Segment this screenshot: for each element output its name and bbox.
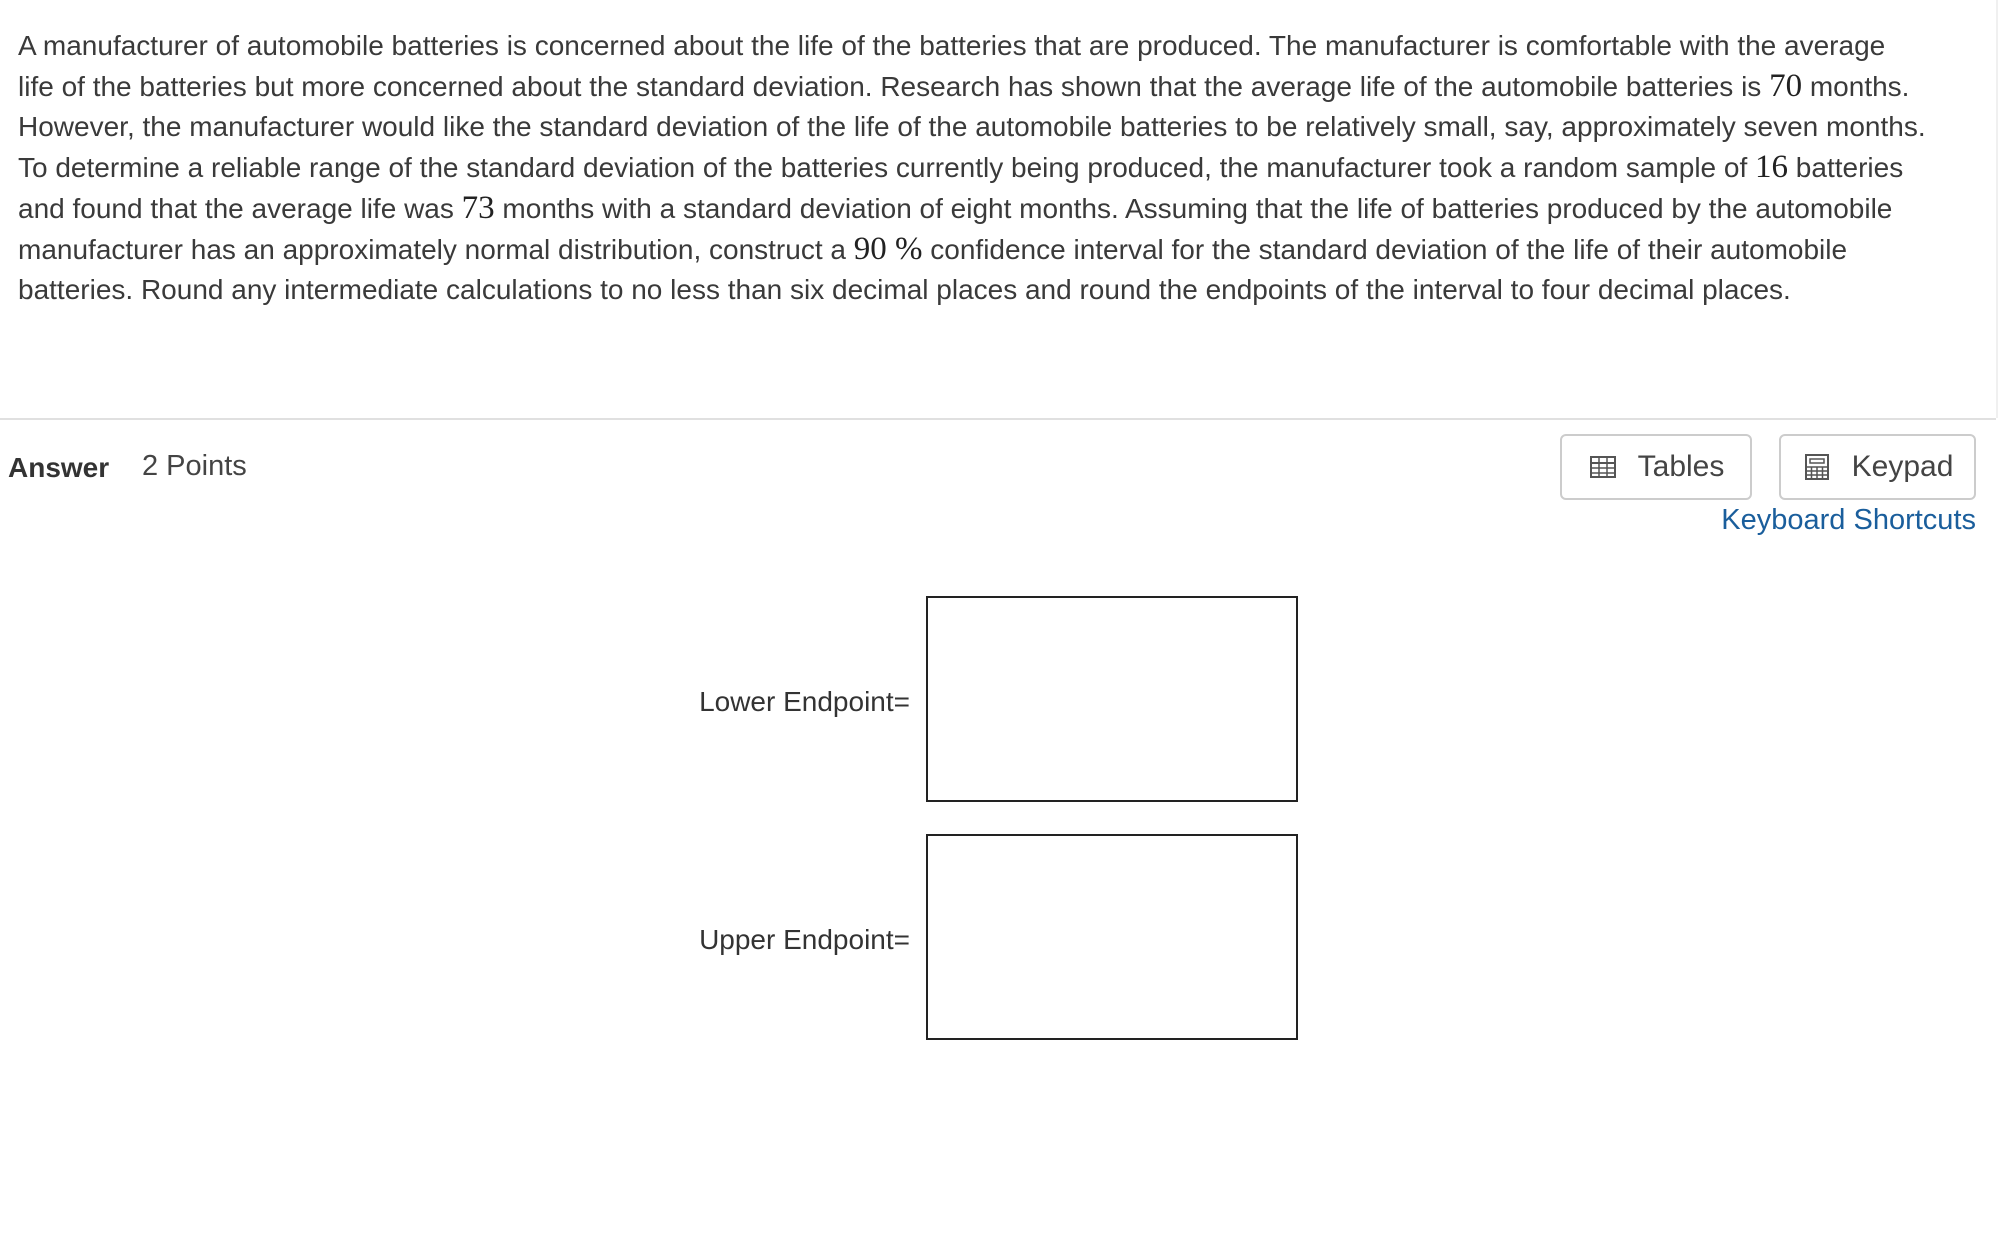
question-segment: months. However, the manufacturer would like the standard deviation of the life of the automobile batteries to be relatively small, say, approximately seven months. To determine a reliable range of the standard deviation of the batteries currently being produced, the manufacturer took a random sample of [18,71,1926,183]
question-segment: batteries and found that the average life was [18,152,1904,224]
question-segment: A manufacturer of automobile batteries is concerned about the life of the batteries that are produced. The manufacturer is comfortable with the average life of the batteries but more concerned about the standard deviation. Research has shown that the average life of the automobile batteries is [18,30,1886,102]
confidence-level-value: 90 % [853,231,923,267]
lower-endpoint-label: Lower Endpoint= [699,686,910,717]
tables-button-label: Tables [1637,450,1725,483]
keyboard-shortcuts-link[interactable]: Keyboard Shortcuts [1721,504,1976,536]
tables-button[interactable] [1560,434,1752,500]
calculator-icon [1802,452,1832,482]
upper-endpoint-input[interactable] [926,834,1298,1040]
points-value: 2 Points [142,450,247,482]
population-mean-value: 70 [1769,68,1803,104]
question-text [18,26,1928,310]
section-divider [0,418,1996,420]
answer-heading: Answer [8,452,110,483]
question-segment: confidence interval for the standard deviation of the life of their automobile batteries. Round any intermediate calculations to no less than six decimal places and round the endpoints of the interval to four decimal places. [18,234,1848,305]
panel-edge [1996,0,1998,418]
sample-mean-value: 73 [461,190,495,226]
lower-endpoint-input[interactable] [926,596,1298,802]
sample-size-value: 16 [1755,149,1789,185]
question-segment: months with a standard deviation of eight months. Assuming that the life of batteries produced by the automobile manufacturer has an approximately normal distribution, construct a [18,193,1893,265]
keypad-button[interactable] [1779,434,1976,500]
upper-endpoint-label: Upper Endpoint= [699,924,910,955]
table-icon [1588,452,1618,482]
keypad-button-label: Keypad [1851,450,1954,483]
